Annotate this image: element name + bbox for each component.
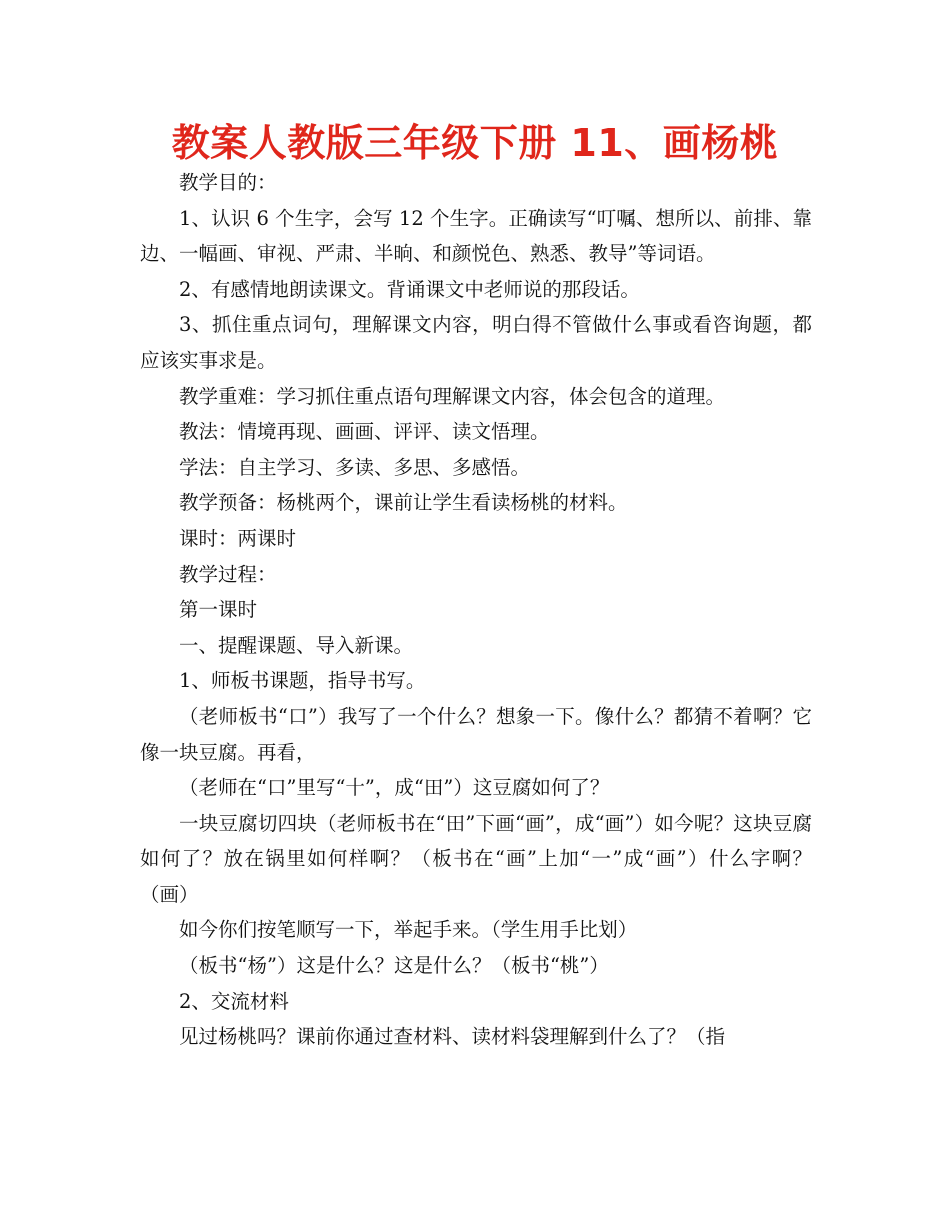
document-title: 教案人教版三年级下册 11、画杨桃 xyxy=(171,121,779,165)
paragraph: （老师在“口”里写“十”，成“田”）这豆腐如何了？ xyxy=(179,776,610,800)
paragraph: 教学过程： xyxy=(179,562,277,586)
paragraph: 见过杨桃吗？课前你通过查材料、读材料袋理解到什么了？（指 xyxy=(179,1025,726,1049)
paragraph: 一块豆腐切四块（老师板书在“田”下画“画”，成“画”）如今呢？这块豆腐如何了？放在锅里如何样啊？（板书在“画”上加“一”成“画”）什么字啊？（画） xyxy=(140,811,812,906)
paragraph: 1、师板书课题，指导书写。 xyxy=(179,669,426,693)
document-body xyxy=(140,165,812,1055)
paragraph: 1、认识 6 个生字，会写 12 个生字。正确读写“叮嘱、想所以、前排、靠边、一幅画、审视、严肃、半晌、和颜悦色、熟悉、教导”等词语。 xyxy=(140,206,812,266)
paragraph: 一、提醒课题、导入新课。 xyxy=(179,633,414,657)
paragraph: 如今你们按笔顺写一下，举起手来。（学生用手比划） xyxy=(179,918,638,942)
paragraph: 教学目的： xyxy=(179,171,277,194)
paragraph: 3、抓住重点词句，理解课文内容，明白得不管做什么事或看咨询题，都应该实事求是。 xyxy=(140,313,812,372)
paragraph: 教学重难：学习抓住重点语句理解课文内容，体会包含的道理。 xyxy=(179,384,726,408)
paragraph: 教法：情境再现、画画、评评、读文悟理。 xyxy=(179,420,550,444)
paragraph: 课时：两课时 xyxy=(179,526,297,550)
paragraph: 教学预备：杨桃两个，课前让学生看读杨桃的材料。 xyxy=(179,491,628,515)
paragraph: （老师板书“口”）我写了一个什么？想象一下。像什么？都猜不着啊？它像一块豆腐。再看， xyxy=(140,704,812,764)
paragraph: 第一课时 xyxy=(179,598,258,622)
paragraph: （板书“杨”）这是什么？这是什么？（板书“桃”） xyxy=(179,954,609,978)
paragraph: 2、有感情地朗读课文。背诵课文中老师说的那段话。 xyxy=(179,277,640,301)
paragraph: 2、交流材料 xyxy=(179,989,289,1013)
paragraph: 学法：自主学习、多读、多思、多感悟。 xyxy=(179,455,531,479)
